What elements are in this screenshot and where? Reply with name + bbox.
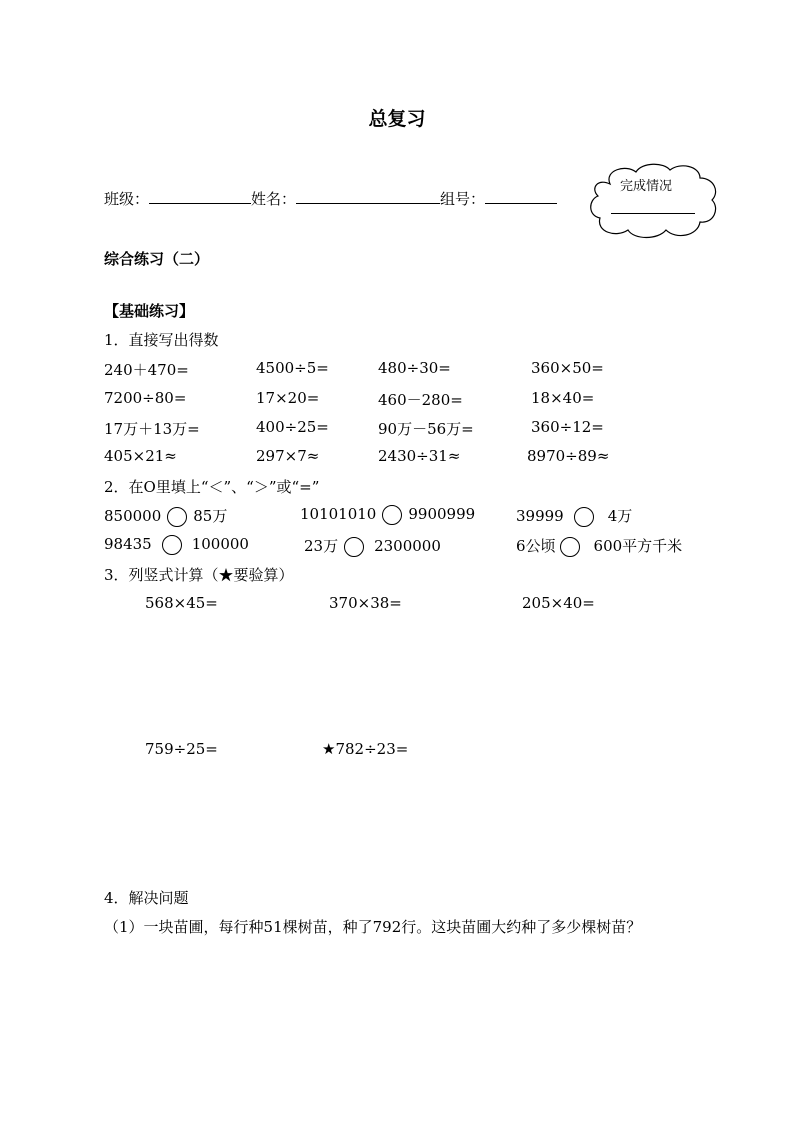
q1-title: 1．直接写出得数 [104, 331, 219, 349]
compare-circle[interactable] [574, 507, 594, 527]
q3-item: 568×45= [145, 594, 218, 612]
name-blank[interactable] [296, 188, 440, 204]
section-basic-heading: 【基础练习】 [104, 302, 195, 320]
completion-blank[interactable] [611, 212, 695, 214]
q1-item: 8970÷89≈ [527, 447, 610, 465]
q1-item: 360×50= [531, 359, 604, 377]
class-label: 班级： [104, 190, 150, 208]
completion-label: 完成情况 [620, 179, 673, 194]
q1-item: 480÷30= [378, 359, 451, 377]
q1-item: 2430÷31≈ [378, 447, 461, 465]
compare-circle[interactable] [167, 507, 187, 527]
q2-compare-item: 23万 2300000 [304, 537, 441, 555]
compare-circle[interactable] [162, 535, 182, 555]
q1-item: 18×40= [531, 389, 595, 407]
q1-item: 360÷12= [531, 418, 604, 436]
q3-item: 370×38= [329, 594, 402, 612]
q2-compare-item: 6公顷 600平方千米 [516, 537, 683, 555]
q1-item: 240＋470= [104, 361, 189, 379]
q2-compare-item: 850000 85万 [104, 507, 228, 525]
q1-item: 297×7≈ [256, 447, 320, 465]
q2-title: 2．在O里填上“＜”、“＞”或“=” [104, 478, 320, 496]
q1-item: 4500÷5= [256, 359, 329, 377]
page-title: 总复习 [368, 108, 426, 130]
q3-item: 759÷25= [145, 740, 218, 758]
q1-item: 460－280= [378, 391, 463, 409]
q2-compare-item: 39999 4万 [516, 507, 633, 525]
q1-item: 90万－56万= [378, 420, 474, 438]
student-info-line [104, 188, 557, 209]
q1-item: 405×21≈ [104, 447, 177, 465]
completion-cloud-badge [588, 162, 720, 240]
exercise-subtitle: 综合练习（二） [104, 250, 210, 268]
q4-problem-1: （1）一块苗圃，每行种51棵树苗，种了792行。这块苗圃大约种了多少棵树苗？ [104, 918, 642, 936]
compare-circle[interactable] [560, 537, 580, 557]
q2-compare-item: 10101010 9900999 [300, 505, 476, 523]
group-label: 组号： [440, 190, 486, 208]
q2-compare-item: 98435 100000 [104, 535, 249, 553]
q1-item: 7200÷80= [104, 389, 187, 407]
q1-item: 17万＋13万= [104, 420, 200, 438]
name-label: 姓名： [251, 190, 297, 208]
q3-title: 3．列竖式计算（★要验算） [104, 566, 294, 584]
compare-circle[interactable] [382, 505, 402, 525]
q3-item: 205×40= [522, 594, 595, 612]
group-blank[interactable] [485, 188, 557, 204]
q1-item: 17×20= [256, 389, 320, 407]
compare-circle[interactable] [344, 537, 364, 557]
q3-item: ★782÷23= [322, 740, 409, 758]
q4-title: 4．解决问题 [104, 889, 189, 907]
q1-item: 400÷25= [256, 418, 329, 436]
class-blank[interactable] [149, 188, 251, 204]
